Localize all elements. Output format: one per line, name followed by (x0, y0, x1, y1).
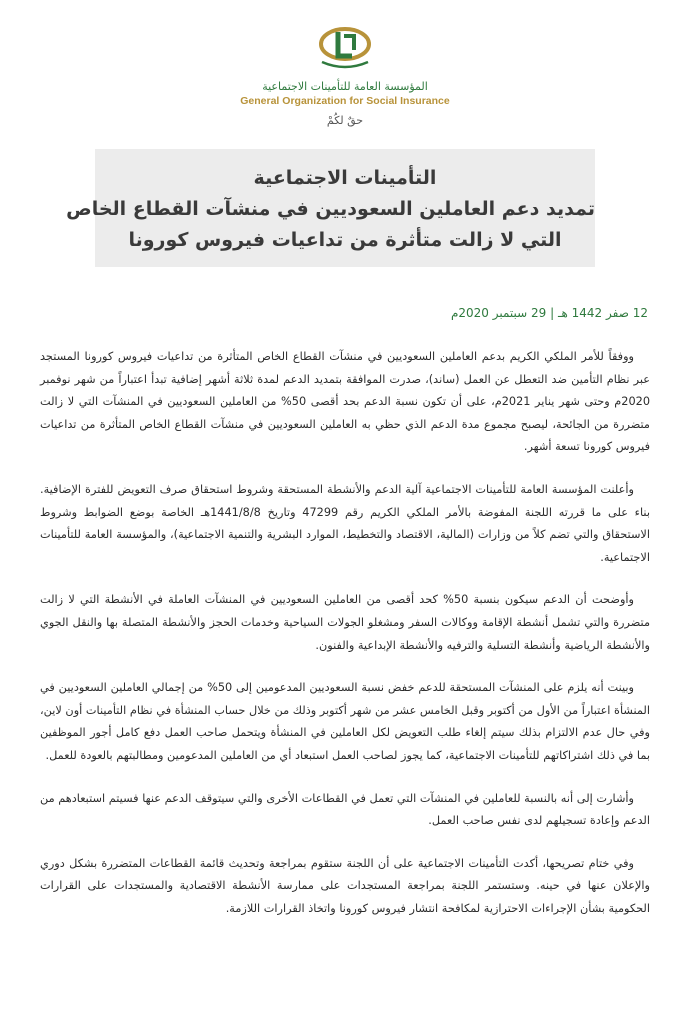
organization-name-arabic: المؤسسة العامة للتأمينات الاجتماعية (262, 80, 428, 93)
paragraph-5: وأشارت إلى أنه بالنسبة للعاملين في المنشآت التي تعمل في القطاعات الأخرى والتي سيتوقف الدعم عنها فسيتم استبعادهم من الدعم وإعادة تسجيلهم لدى نفس صاحب العمل. (40, 791, 650, 828)
gosi-logo-icon (310, 22, 380, 74)
letterhead (0, 22, 690, 127)
paragraph-6: وفي ختام تصريحها، أكدت التأمينات الاجتماعية على أن اللجنة ستقوم بمراجعة وتحديث قائمة القطاعات المتضررة بشكل دوري والإعلان عنها في حينه. وستستمر اللجنة بمراجعة المستجدات على ممارسة الأنشطة الاقتصادية والمستجدات على القرارات الحكومية بشأن الإجراءات الاحترازية لمكافحة انتشار فيروس كورونا واتخاذ القرارات اللازمة. (40, 856, 650, 915)
headline-line-2: تمديد دعم العاملين السعوديين في منشآت القطاع الخاص (66, 198, 595, 220)
paragraph-1: ووفقاً للأمر الملكي الكريم بدعم العاملين السعوديين في منشآت القطاع الخاص المتأثرة من تداعيات فيروس كورونا المستجد عبر نظام التأمين ضد التعطل عن العمل (ساند)، صدرت الموافقة بتمديد الدعم لمدة ثلاثة أشهر إضافية تبدأ اعتباراً من شهر نوفمبر 2020م وحتى شهر يناير 2021م، على أن تكون نسبة الدعم بحد أقصى 50% من العاملين السعوديين في المنشآت التي لا زالت متضررة من الجائحة، ليصبح مجموع مدة الدعم الذي حظي به العاملين السعوديين في منشآت القطاع الخاص المتأثرة من تداعيات فيروس كورونا تسعة أشهر. (40, 350, 651, 454)
article-body (40, 346, 650, 940)
headline-line-1: التأمينات الاجتماعية (253, 167, 437, 189)
organization-name-english: General Organization for Social Insurance (240, 95, 450, 107)
headline-line-3: التي لا زالت متأثرة من تداعيات فيروس كورونا (128, 229, 562, 251)
slogan: حقٌ لكُمْ (326, 114, 364, 127)
paragraph-2: وأعلنت المؤسسة العامة للتأمينات الاجتماعية آلية الدعم والأنشطة المستحقة وشروط استحقاق صرف التعويض للفترة الإضافية. بناء على ما قررته اللجنة المفوضة بالأمر الملكي الكريم رقم 47299 وتاريخ 1441/8/8هـ الخاصة بوضع الضوابط وشروط الاستحقاق والتي تضم كلاً من وزارات (المالية، الاقتصاد والتخطيط، الموارد البشرية والتنمية الاجتماعية)، والمؤسسة العامة للتأمينات الاجتماعية. (40, 482, 650, 564)
paragraph-3: وأوضحت أن الدعم سيكون بنسبة 50% كحد أقصى من العاملين السعوديين في المنشآت العاملة في الأنشطة التي لا زالت متضررة والتي تشمل أنشطة الإقامة ووكالات السفر ومشغلو الجولات السياحية وخدمات الحجز والأنشطة المتصلة بها والنقل الجوي والأنشطة الرياضية وأنشطة التسلية والترفيه والأنشطة الإبداعية والفنون. (40, 593, 650, 652)
paragraph-4: وبينت أنه يلزم على المنشآت المستحقة للدعم خفض نسبة السعوديين المدعومين إلى 50% من إجمالي العاملين السعوديين في المنشأة اعتباراً من الأول من أكتوبر وقبل الخامس عشر من شهر أكتوبر وذلك من خلال حساب المنشأة في نظام التأمينات أون لاين، وفي حال عدم الالتزام بذلك سيتم إلغاء طلب التعويض لكل العاملين في المنشأة ويتحمل صاحب العمل دفع كامل أجور الموظفين بما في ذلك اشتراكاتهم للتأمينات الاجتماعية، كما يجوز لصاحب العمل استبعاد أي من العاملين المدعومين ومطالبتهم بالعودة للعمل. (39, 681, 650, 762)
publication-date: 12 صفر 1442 هـ | 29 سبتمبر 2020م (450, 306, 648, 320)
headline-box (66, 149, 595, 267)
